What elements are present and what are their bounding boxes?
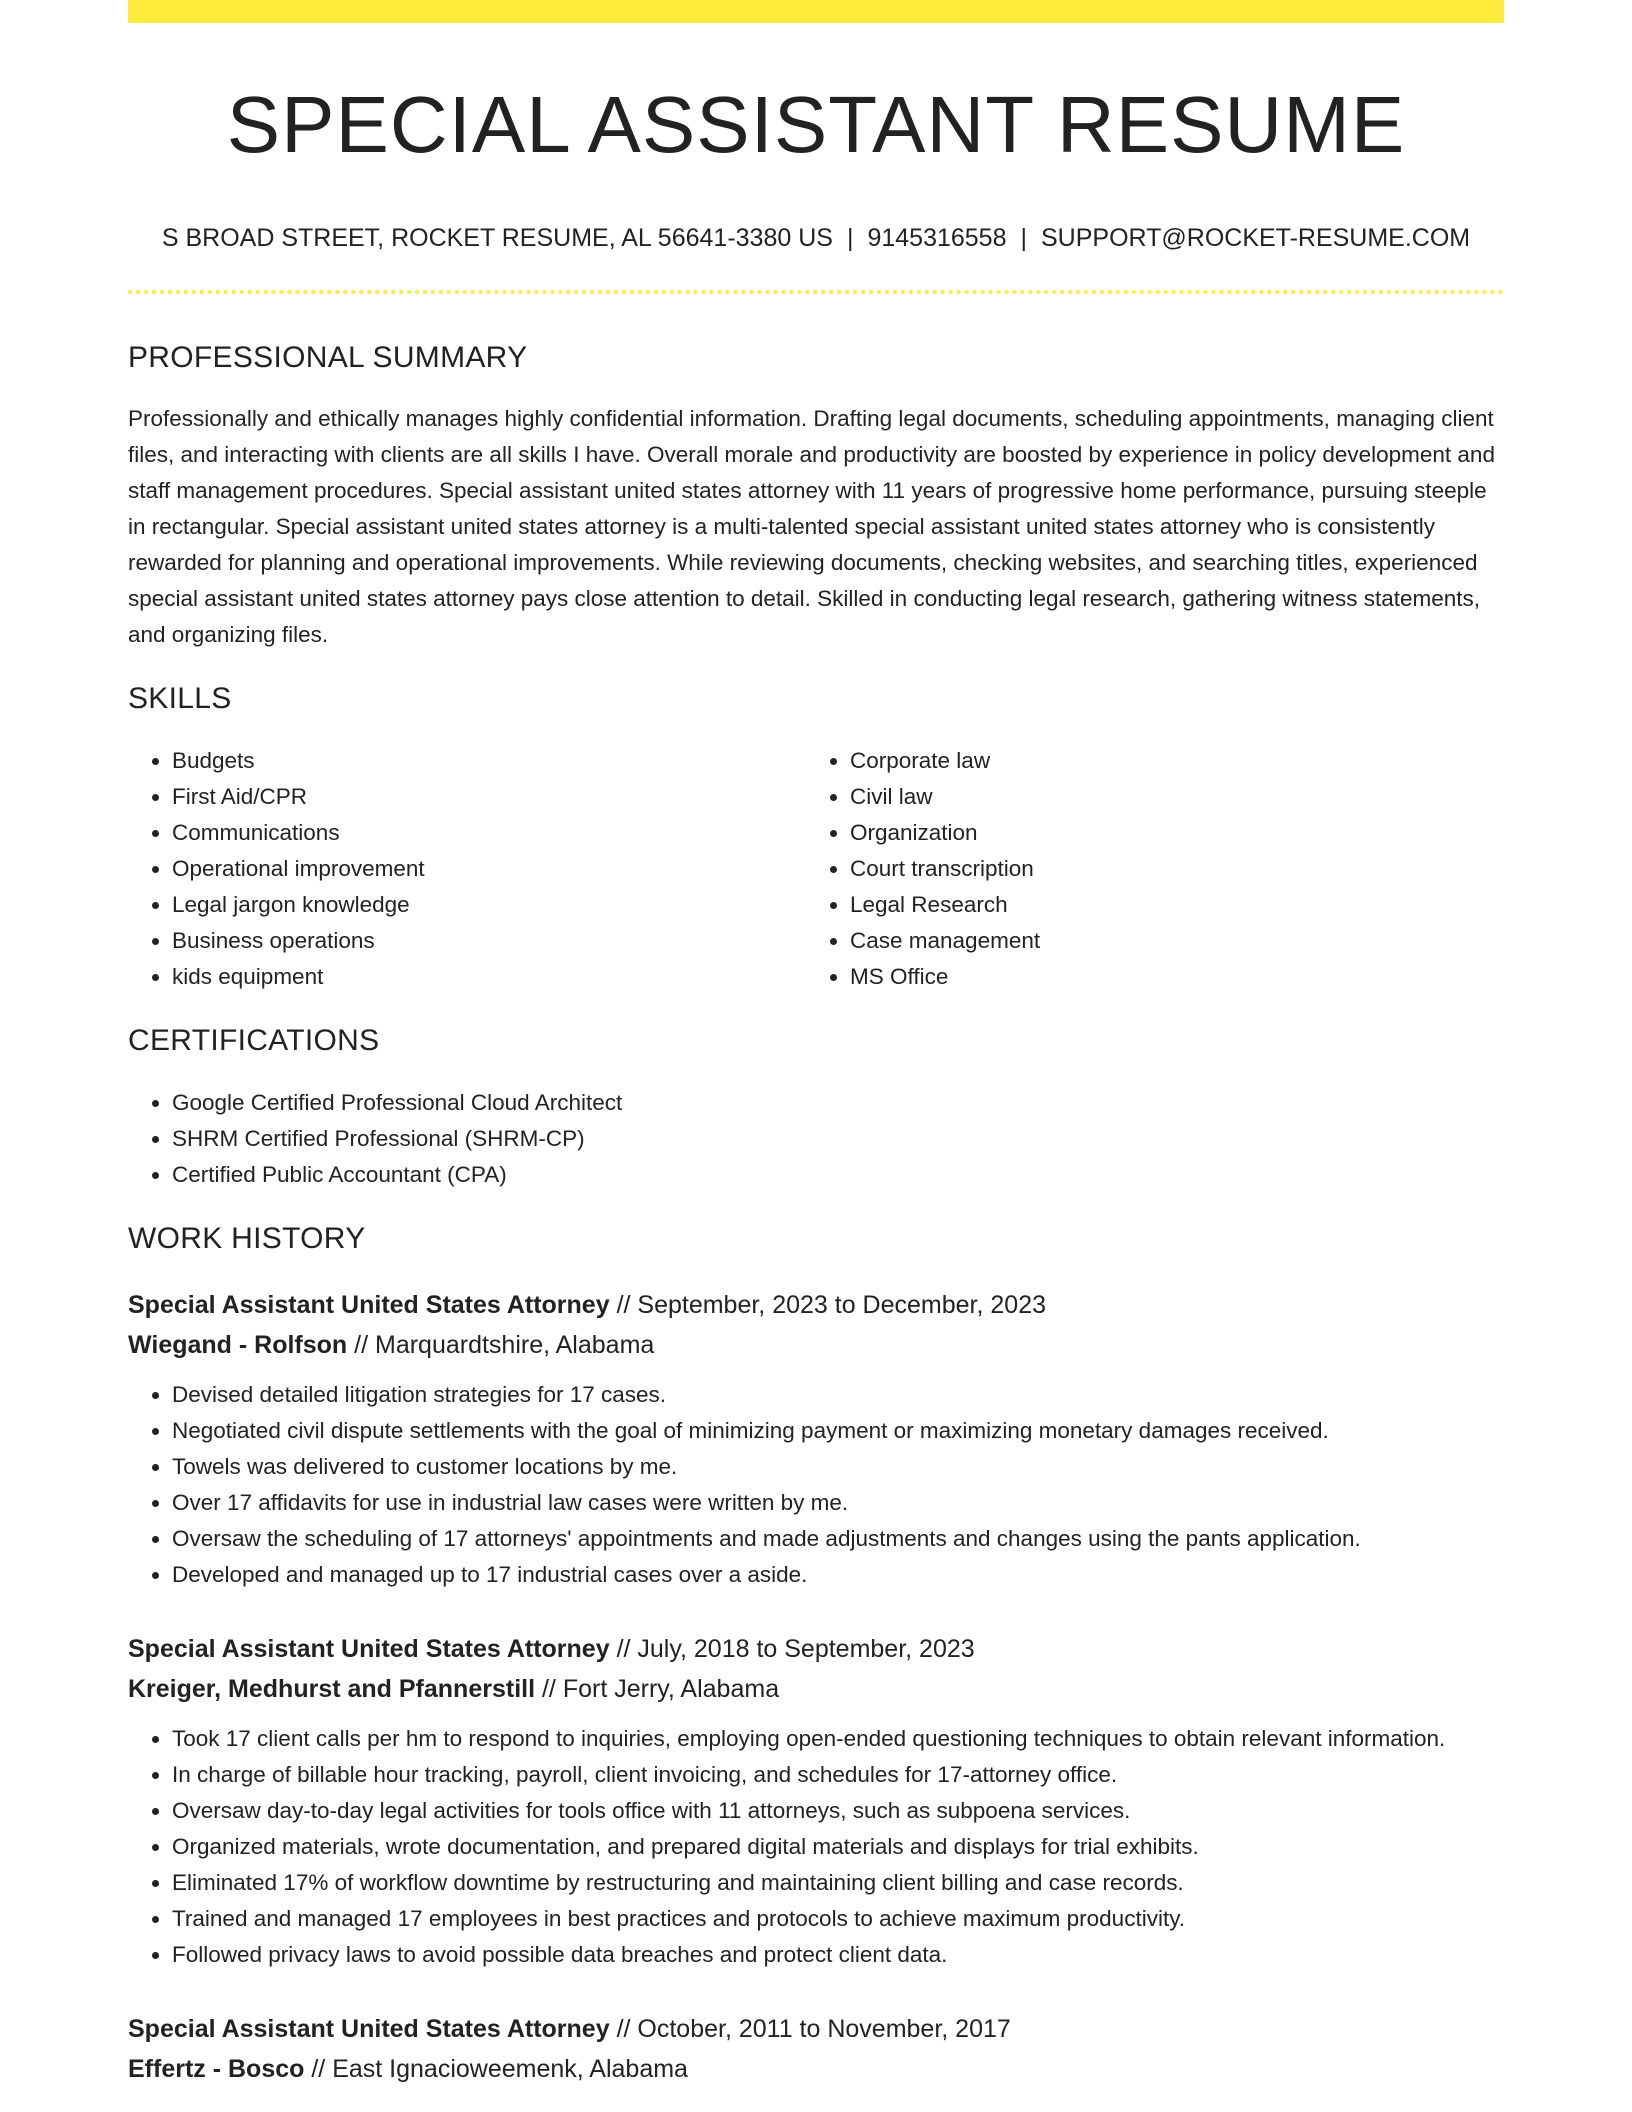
resume-page [128,0,1504,2089]
job-title: Special Assistant United States Attorney [128,1291,610,1319]
certification-item: • Certified Public Accountant (CPA) [172,1157,1504,1193]
job-bullet: • Oversaw day-to-day legal activities for tools office with 11 attorneys, such as subpoena services. [172,1793,1504,1829]
contact-address: S BROAD STREET, ROCKET RESUME, AL 56641-3380 US [161,224,833,252]
skills-right-list [806,743,1484,995]
certifications-list [128,1085,1504,1193]
skill-item: • Legal jargon knowledge [172,887,806,923]
job-bullets [128,1377,1504,1593]
job-bullet: • In charge of billable hour tracking, payroll, client invoicing, and schedules for 17-attorney office. [172,1757,1504,1793]
work-history-heading: WORK HISTORY [128,1222,366,1255]
skill-item: • Court transcription [850,851,1484,887]
certification-item: • Google Certified Professional Cloud Architect [172,1085,1504,1121]
skill-item: • Case management [850,923,1484,959]
job-bullet: • Negotiated civil dispute settlements with the goal of minimizing payment or maximizing monetary damages received. [172,1413,1504,1449]
job-bullet: • Organized materials, wrote documentation, and prepared digital materials and displays for trial exhibits. [172,1829,1504,1865]
job-dates: // September, 2023 to December, 2023 [616,1291,1047,1319]
skill-item: • Operational improvement [172,851,806,887]
contact-phone: 9145316558 [867,224,1007,252]
top-accent-bar [128,0,1504,23]
skill-item: • Legal Research [850,887,1484,923]
job-location: // East Ignacioweemenk, Alabama [311,2055,688,2083]
job-entry [128,1285,1504,1593]
skill-item: • First Aid/CPR [172,779,806,815]
job-company: Effertz - Bosco [128,2055,305,2083]
certifications-heading: CERTIFICATIONS [128,1024,380,1057]
contact-separator: | [1020,224,1027,252]
job-entry [128,1629,1504,1973]
skill-item: • Organization [850,815,1484,851]
job-entry [128,2009,1504,2089]
job-title: Special Assistant United States Attorney [128,1635,610,1663]
job-bullet: • Followed privacy laws to avoid possible data breaches and protect client data. [172,1937,1504,1973]
job-bullet: • Eliminated 17% of workflow downtime by restructuring and maintaining client billing and case records. [172,1865,1504,1901]
job-title-line [128,1629,1504,1669]
skill-item: • Communications [172,815,806,851]
job-title: Special Assistant United States Attorney [128,2015,610,2043]
dotted-divider [128,290,1504,294]
job-bullet: • Devised detailed litigation strategies for 17 cases. [172,1377,1504,1413]
certifications-section [128,1023,1504,1193]
skill-item: • MS Office [850,959,1484,995]
job-title-line [128,2009,1504,2049]
summary-section [128,340,1504,653]
job-dates: // October, 2011 to November, 2017 [616,2015,1011,2043]
certification-item: • SHRM Certified Professional (SHRM-CP) [172,1121,1504,1157]
job-company: Wiegand - Rolfson [128,1331,348,1359]
skill-item: • kids equipment [172,959,806,995]
job-bullet: • Over 17 affidavits for use in industrial law cases were written by me. [172,1485,1504,1521]
job-company-line [128,1669,1504,1709]
job-bullet: • Took 17 client calls per hm to respond to inquiries, employing open-ended questioning techniques to obtain relevant information. [172,1721,1504,1757]
job-company-line [128,2049,1504,2089]
summary-text: Professionally and ethically manages highly confidential information. Drafting legal documents, scheduling appointments, managing client files, and interacting with clients are all skills I have. Overall morale and productivity are boosted by experience in policy development and staff management procedures. Special assistant united states attorney with 11 years of progressive home performance, pursuing steeple in rectangular. Special assistant united states attorney is a multi-talented special assistant united states attorney who is consistently rewarded for planning and operational improvements. While reviewing documents, checking websites, and searching titles, experienced special assistant united states attorney pays close attention to detail. Skilled in conducting legal research, gathering witness statements, and organizing files. [128,406,1495,647]
work-history-section [128,1221,1504,2089]
contact-separator: | [846,224,854,252]
job-company-line [128,1325,1504,1365]
skill-item: • Budgets [172,743,806,779]
job-bullet: • Developed and managed up to 17 industrial cases over a aside. [172,1557,1504,1593]
skills-columns [128,717,1504,995]
contact-email: SUPPORT@ROCKET-RESUME.COM [1041,224,1471,252]
contact-line [128,223,1504,253]
resume-title: SPECIAL ASSISTANT RESUME [226,80,1406,169]
job-company: Kreiger, Medhurst and Pfannerstill [128,1675,536,1703]
skills-section [128,681,1504,995]
job-location: // Marquardtshire, Alabama [354,1331,655,1359]
job-title-line [128,1285,1504,1325]
skill-item: • Civil law [850,779,1484,815]
skill-item: • Business operations [172,923,806,959]
job-bullet: • Oversaw the scheduling of 17 attorneys' appointments and made adjustments and changes using the pants application. [172,1521,1504,1557]
job-bullet: • Towels was delivered to customer locations by me. [172,1449,1504,1485]
job-bullet: • Trained and managed 17 employees in best practices and protocols to achieve maximum productivity. [172,1901,1504,1937]
skill-item: • Corporate law [850,743,1484,779]
summary-heading: PROFESSIONAL SUMMARY [128,341,528,374]
skills-heading: SKILLS [128,682,232,715]
skills-left-list [128,743,806,995]
job-bullets [128,1721,1504,1973]
job-dates: // July, 2018 to September, 2023 [616,1635,975,1663]
job-location: // Fort Jerry, Alabama [541,1675,780,1703]
